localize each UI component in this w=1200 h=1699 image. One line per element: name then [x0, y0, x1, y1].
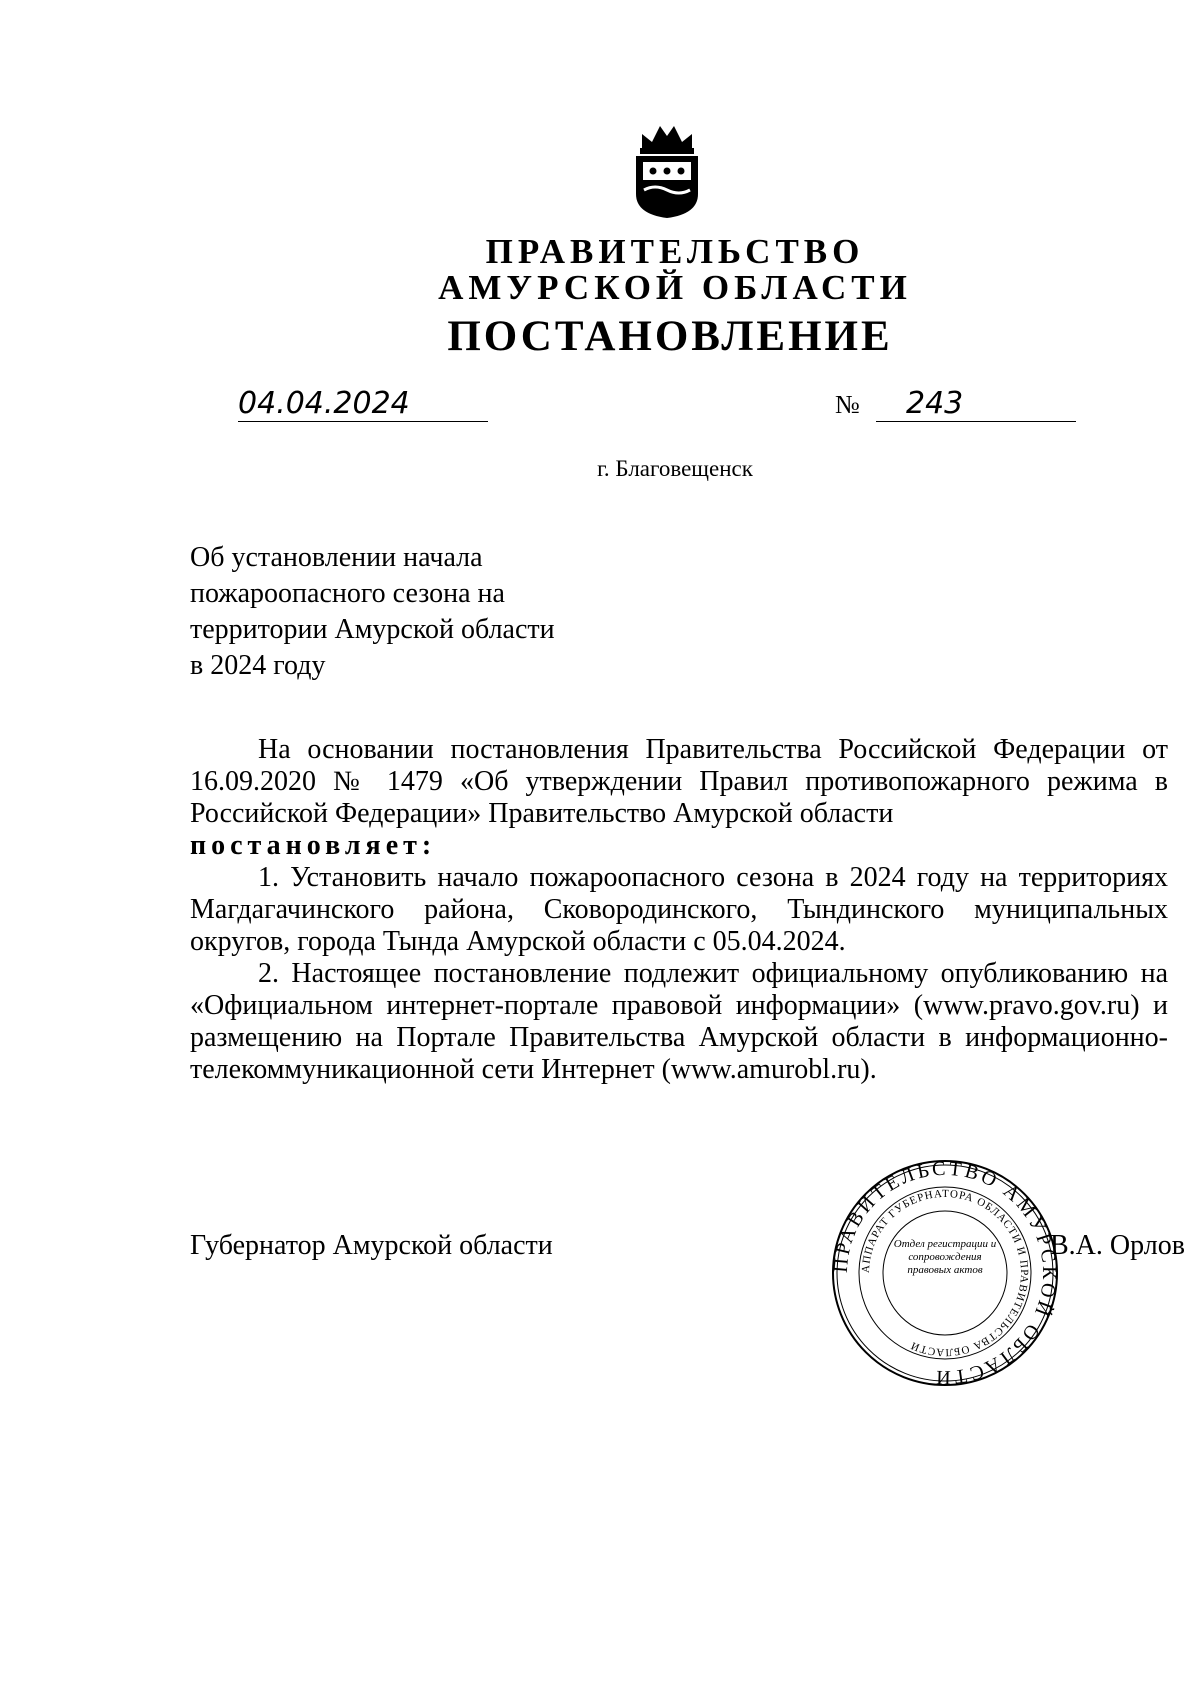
- document-body: [190, 734, 1168, 1086]
- number-field: [876, 385, 1076, 422]
- stamp-center-text: Отдел регистрации и сопровождения правовых актов: [893, 1238, 997, 1276]
- subject-line: в 2024 году: [190, 650, 326, 681]
- item-paragraph: 1. Установить начало пожароопасного сезона в 2024 году на территориях Магдагачинского района, Сковородинского, Тындинского муниципальных округов, города Тында Амурской области с 05.04.2024.: [190, 862, 1168, 957]
- official-stamp-icon: [830, 1158, 1060, 1388]
- number-sign: №: [835, 390, 860, 419]
- signatory-name: В.А. Орлов: [1050, 1230, 1185, 1261]
- subject-line: территории Амурской области: [190, 614, 555, 645]
- number-value: 243: [906, 386, 964, 421]
- item-paragraph: 2. Настоящее постановление подлежит официальному опубликованию на «Официальном интернет-портале правовой информации» (www.pravo.gov.ru) и размещению на Портале Правительства Амурской области в информационно-телекоммуникационной сети Интернет (www.amurobl.ru).: [190, 958, 1168, 1085]
- document-subject: [190, 540, 555, 684]
- org-name-line-2: АМУРСКОЙ ОБЛАСТИ: [438, 268, 912, 307]
- date-field: [238, 385, 488, 422]
- resolves-heading: постановляет:: [190, 830, 437, 861]
- stamp-inner-text: АППАРАТ ГУБЕРНАТОРА ОБЛАСТИ И ПРАВИТЕЛЬСТВА ОБЛАСТИ: [859, 1187, 1031, 1359]
- city: г. Благовещенск: [597, 456, 753, 481]
- signatory-title: Губернатор Амурской области: [190, 1230, 553, 1261]
- org-name-line-1: ПРАВИТЕЛЬСТВО: [485, 232, 865, 271]
- document-type: ПОСТАНОВЛЕНИЕ: [447, 313, 893, 360]
- date-value: 04.04.2024: [238, 386, 410, 421]
- subject-line: пожароопасного сезона на: [190, 578, 505, 609]
- coat-of-arms-icon: [628, 120, 706, 220]
- subject-line: Об установлении начала: [190, 542, 483, 573]
- stamp-outer-text: ПРАВИТЕЛЬСТВО АМУРСКОЙ ОБЛАСТИ: [830, 1158, 1060, 1388]
- preamble-paragraph: На основании постановления Правительства Российской Федерации от 16.09.2020 № 1479 «Об утверждении Правил противопожарного режима в Российской Федерации» Правительство Амурской области: [190, 734, 1168, 829]
